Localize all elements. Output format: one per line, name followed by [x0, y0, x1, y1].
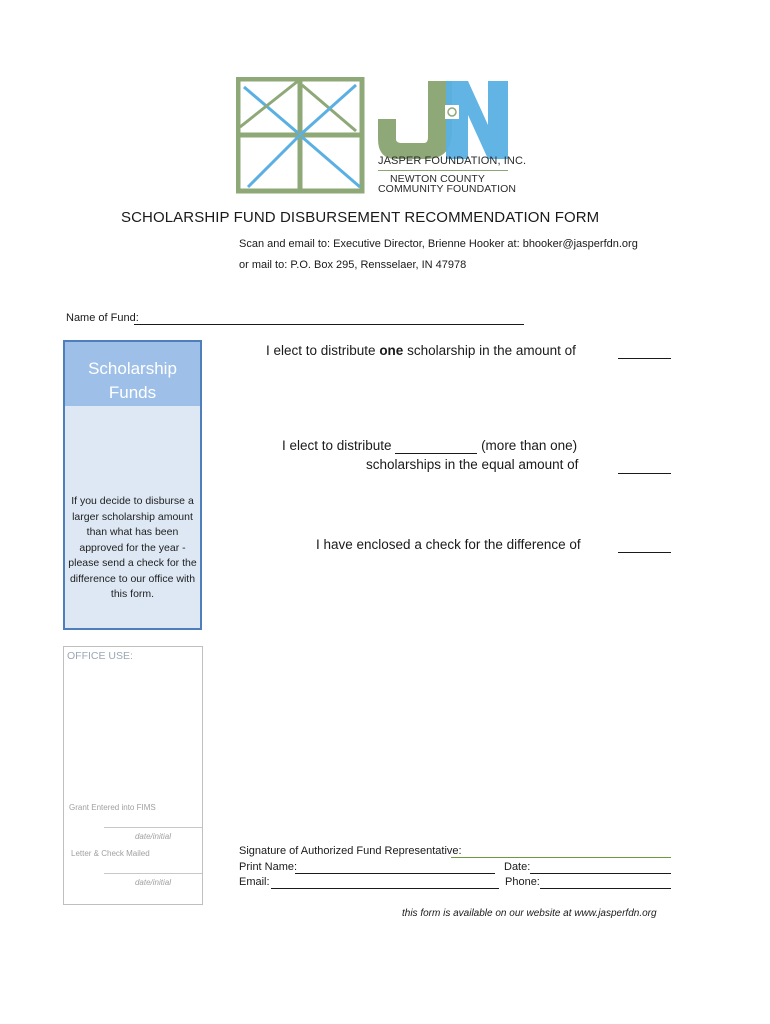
option-multi-count-field[interactable] [395, 438, 477, 454]
logo-jn-letters-icon [378, 81, 508, 159]
option-check-text: I have enclosed a check for the difference of [316, 537, 581, 552]
heading-line1: Scholarship [88, 359, 177, 378]
email-label: Email: [239, 876, 270, 888]
option-multi-prefix: I elect to distribute [282, 438, 396, 453]
heading-line2: Funds [108, 383, 157, 402]
org-sub-line2: COMMUNITY FOUNDATION [378, 183, 517, 195]
option-one-suffix: scholarship in the amount of [403, 343, 576, 358]
phone-label: Phone: [505, 876, 540, 888]
sidebox-note: If you decide to disburse a larger scholarship amount than what has been approved for the year - please send a check for the difference to our office with this form. [68, 495, 197, 600]
option-multi-line2: scholarships in the equal amount of [366, 457, 579, 472]
fund-name-label: Name of Fund: [66, 312, 139, 324]
grant-entered-label: Grant Entered into FIMS [69, 803, 156, 812]
scan-email-line: Scan and email to: Executive Director, Brienne Hooker at: bhooker@jasperfdn.org [239, 238, 638, 250]
footer-note: this form is available on our website at www.jasperfdn.org [402, 908, 657, 919]
fund-name-field[interactable] [134, 324, 524, 325]
option-one-text [266, 343, 576, 358]
option-check-amount-field[interactable] [618, 552, 671, 553]
form-title: SCHOLARSHIP FUND DISBURSEMENT RECOMMENDATION FORM [121, 209, 600, 226]
date-label: Date: [504, 861, 531, 873]
scholarship-funds-box [63, 340, 202, 630]
org-divider [378, 170, 508, 171]
option-multi-suffix: (more than one) [477, 438, 578, 453]
org-name: JASPER FOUNDATION, INC. [378, 155, 527, 167]
letter-mailed-field[interactable] [104, 873, 202, 874]
print-name-field[interactable] [295, 873, 495, 874]
option-multi-amount-field[interactable] [618, 473, 671, 474]
mail-line: or mail to: P.O. Box 295, Rensselaer, IN 47978 [239, 259, 467, 271]
org-sub-line1: NEWTON COUNTY [390, 173, 486, 185]
logo-emblem-icon [238, 79, 362, 191]
scholarship-funds-heading [65, 342, 200, 406]
office-use-title: OFFICE USE: [67, 650, 133, 662]
letter-date-initial: date/initial [134, 878, 172, 887]
signature-label: Signature of Authorized Fund Representative: [239, 845, 462, 857]
signature-field[interactable] [451, 857, 671, 858]
option-one-amount-field[interactable] [618, 358, 671, 359]
option-one-bold: one [379, 343, 404, 358]
office-use-box [63, 646, 203, 905]
date-field[interactable] [530, 873, 671, 874]
email-field[interactable] [271, 888, 499, 889]
print-name-label: Print Name: [239, 861, 298, 873]
grant-entered-field[interactable] [104, 827, 202, 828]
option-one-prefix: I elect to distribute [266, 343, 380, 358]
phone-field[interactable] [540, 888, 671, 889]
option-multi-text [282, 438, 577, 454]
letter-mailed-label: Letter & Check Mailed [71, 849, 150, 858]
grant-date-initial: date/initial [134, 832, 172, 841]
